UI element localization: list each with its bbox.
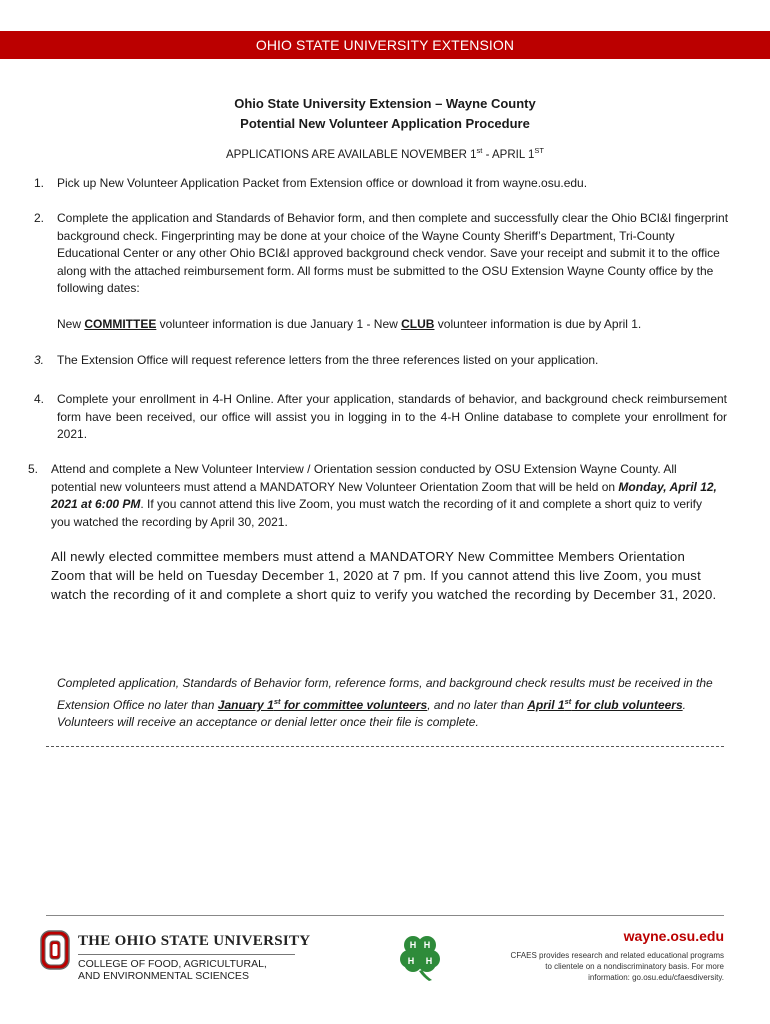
step-1-number: 1. (34, 176, 45, 190)
january-sup: st (273, 696, 281, 706)
4h-clover-icon (396, 932, 444, 982)
logo-rule (78, 954, 295, 955)
step-2-number: 2. (34, 211, 45, 225)
availability-line (0, 146, 770, 161)
availability-sup-2: ST (534, 146, 544, 155)
note-pre: Completed application, Standards of Behavior form, reference forms, and background check results must be received in the Extension Office no later than (57, 676, 713, 712)
clover-letter-1: H (409, 940, 417, 950)
step-1 (0, 175, 770, 195)
step-3-number: 3. (34, 353, 45, 367)
step-4-number: 4. (34, 392, 45, 406)
step-5-text-pre: Attend and complete a New Volunteer Interview / Orientation session conducted by OSU Extension Wayne County. All potential new volunteers must attend a MANDATORY New Volunteer Orientation Zoom that will be held on (51, 462, 677, 494)
step-5-text (51, 461, 721, 531)
january-deadline (218, 698, 427, 712)
clover-letter-2: H (423, 940, 431, 950)
university-name: THE OHIO STATE UNIVERSITY (78, 933, 311, 949)
availability-middle: - APRIL 1 (482, 149, 535, 161)
april-tail: for club volunteers (571, 697, 683, 712)
title-line-2: Potential New Volunteer Application Procedure (240, 116, 530, 131)
step-3-text: The Extension Office will request reference letters from the three references listed on your application. (57, 353, 599, 367)
dashed-divider (46, 746, 724, 747)
step-4 (0, 391, 770, 445)
committee-orientation-paragraph: All newly elected committee members must attend a MANDATORY New Committee Members Orientation Zoom that will be held on Tuesday December 1, 2020 at 7 pm. If you cannot attend this live Zoom, you must watch the recording of it and complete a short quiz to verify you watched the recording by December 31, 2020. (51, 549, 717, 603)
january-tail: for committee volunteers (280, 697, 428, 712)
step-4-text: Complete your enrollment in 4-H Online. After your application, standards of behavior, and background check reimbursement form have been received, our office will assist you in logging in to the 4-H Online database to complete your enrollment for 2021. (57, 392, 727, 442)
availability-prefix: APPLICATIONS ARE AVAILABLE NOVEMBER 1 (226, 149, 477, 161)
april-deadline (527, 698, 682, 712)
dates-middle: volunteer information is due January 1 - New (156, 317, 402, 331)
osu-cfaes-logo (40, 930, 340, 990)
step-3 (0, 352, 770, 372)
club-emphasis: CLUB (401, 317, 435, 331)
clover-letter-4: H (425, 956, 433, 966)
title-line-1: Ohio State University Extension – Wayne County (234, 96, 536, 111)
due-dates-line (57, 316, 737, 334)
step-5-number: 5. (28, 462, 39, 476)
footer-divider (46, 915, 724, 916)
step-1-text: Pick up New Volunteer Application Packet from Extension office or download it from wayne.osu.edu. (57, 176, 588, 190)
step-5-text-post: . If you cannot attend this live Zoom, you must watch the recording of it and complete a short quiz to verify you watched the recording by April 30, 2021. (51, 497, 703, 529)
january-date: January 1 (217, 697, 274, 712)
clover-letter-3: H (407, 956, 415, 966)
extension-banner: OHIO STATE UNIVERSITY EXTENSION (0, 31, 770, 59)
ohio-state-block-o-icon (40, 930, 70, 970)
availability-sup-1: st (476, 146, 483, 155)
dates-suffix: volunteer information is due by April 1. (434, 317, 642, 331)
step-2 (0, 210, 770, 300)
note-end: . Volunteers will receive an acceptance or denial letter once their file is complete. (57, 697, 686, 730)
step-2-text: Complete the application and Standards of Behavior form, and then complete and successfully clear the Ohio BCI&I fingerprint background check. Fingerprinting may be done at your choice of the Wayne County Sheriff’s Department, Tri-County Educational Center or any other Ohio BCI&I approved background check vendor. Save your receipt and submit it to the office along with the attached reimbursement form. All forms must be submitted to the OSU Extension Wayne County office by the following dates: (57, 211, 729, 296)
april-date: April 1 (527, 697, 565, 712)
website-link[interactable]: wayne.osu.edu (623, 928, 724, 944)
college-name (78, 959, 267, 982)
deadline-note (57, 675, 729, 732)
step-5 (0, 461, 770, 533)
college-line-2: AND ENVIRONMENTAL SCIENCES (78, 969, 249, 982)
nondiscrimination-statement: CFAES provides research and related educational programs to clientele on a nondiscriminatory basis. For more information: go.osu.edu/cfaesdiversity. (510, 951, 724, 982)
page-title (0, 94, 770, 134)
committee-emphasis: COMMITTEE (84, 317, 157, 331)
dates-prefix: New (57, 317, 85, 331)
college-line-1: COLLEGE OF FOOD, AGRICULTURAL, (78, 958, 267, 970)
orientation-date: Monday, April 12, 2021 at 6:00 PM (51, 479, 717, 512)
note-middle: , and no later than (427, 697, 528, 712)
april-sup: st (564, 696, 572, 706)
